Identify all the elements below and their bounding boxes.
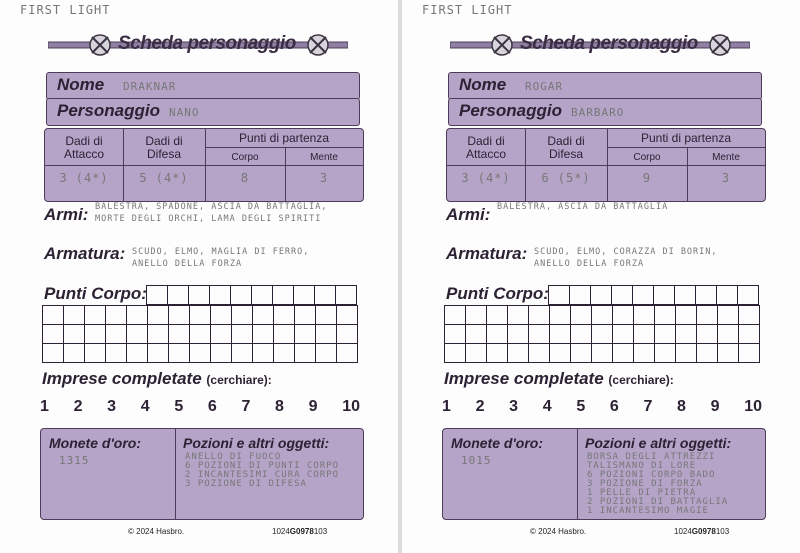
potions-list: [587, 453, 728, 516]
quest-number[interactable]: 4: [542, 398, 552, 415]
body-points-start-value: 8: [240, 171, 250, 185]
sheet-title: Scheda personaggio: [520, 33, 698, 54]
crossed-axes-icon-left: [78, 30, 122, 60]
potion-item: 3 POZIONE DI DIFESA: [185, 479, 307, 489]
handwritten-header: FIRST LIGHT: [422, 3, 513, 17]
defense-dice-label-1: Dadi di: [145, 134, 183, 148]
potion-item: 1 INCANTESIMO MAGIE: [587, 506, 709, 516]
character-scroll: [448, 98, 762, 126]
potions-label: Pozioni e altri oggetti:: [183, 435, 330, 451]
body-points-start-value: 9: [642, 171, 652, 185]
character-label: Personaggio: [459, 101, 562, 120]
body-label: Corpo: [231, 152, 259, 163]
inventory-box: [442, 428, 766, 520]
attack-dice-label-2: Attacco: [63, 147, 105, 161]
quests-heading: [42, 369, 272, 389]
weapons-value: BALESTRA, SPADONE, ASCIA DA BATTAGLIA, MORTE DEGLI ORCHI, LAMA DEGLI SPIRITI: [95, 202, 328, 224]
quest-number[interactable]: 3: [107, 398, 117, 415]
attack-dice-value: 3 (4*): [59, 171, 109, 185]
attack-dice-label-2: Attacco: [465, 147, 507, 161]
character-sheet: [0, 0, 398, 553]
handwritten-header: FIRST LIGHT: [20, 3, 111, 17]
quests-label: Imprese completate: [42, 369, 202, 388]
potions-list: [185, 453, 339, 489]
attack-dice-value: 3 (4*): [461, 171, 511, 185]
quest-number[interactable]: 7: [241, 398, 251, 415]
character-sheet: [402, 0, 800, 553]
stats-table: [446, 128, 766, 202]
character-value: BARBARO: [571, 106, 625, 119]
copyright-text: © 2024 Hasbro.: [128, 527, 185, 536]
quest-number[interactable]: 2: [475, 398, 485, 415]
quest-number[interactable]: 7: [643, 398, 653, 415]
name-value: ROGAR: [525, 80, 564, 93]
mind-label: Mente: [310, 152, 338, 163]
gold-value: 1315: [59, 454, 90, 467]
gold-value: 1015: [461, 454, 492, 467]
mind-label: Mente: [712, 152, 740, 163]
potion-item: 2 POZIONI DI BATTAGLIA: [587, 497, 729, 507]
potion-item: 6 POZIONI CORPO BADO: [587, 470, 716, 480]
defense-dice-label-2: Difesa: [146, 147, 181, 161]
sheet-title: Scheda personaggio: [118, 33, 296, 54]
quest-number[interactable]: 8: [677, 398, 686, 415]
quest-number[interactable]: 9: [710, 398, 720, 415]
copyright-text: © 2024 Hasbro.: [530, 527, 587, 536]
quest-number[interactable]: 4: [140, 398, 150, 415]
potion-item: BORSA DEGLI ATTREZZI: [587, 452, 716, 462]
quest-numbers: [442, 398, 762, 416]
crossed-axes-icon-left: [480, 30, 524, 60]
quest-number[interactable]: 5: [174, 398, 184, 415]
starting-points-label: Punti di partenza: [238, 131, 330, 145]
body-points-grid[interactable]: [42, 305, 358, 363]
name-value: DRAKNAR: [123, 80, 177, 93]
name-label: Nome: [459, 75, 507, 94]
potions-label: Pozioni e altri oggetti:: [585, 435, 732, 451]
body-points-grid-top[interactable]: [146, 285, 357, 305]
armor-label: Armatura:: [446, 244, 528, 263]
character-scroll: [46, 98, 360, 126]
body-label: Corpo: [633, 152, 661, 163]
armor-value: SCUDO, ELMO, MAGLIA DI FERRO, ANELLO DELLA FORZA: [132, 247, 310, 269]
body-points-grid-top[interactable]: [548, 285, 759, 305]
gold-label: Monete d'oro:: [451, 435, 543, 451]
potion-item: 2 INCANTESIMI CURA CORPO: [185, 470, 340, 480]
gold-label: Monete d'oro:: [49, 435, 141, 451]
quest-number[interactable]: 8: [275, 398, 284, 415]
name-scroll: [448, 72, 762, 100]
weapons-label: Armi:: [44, 205, 89, 224]
product-code: 1024G0978103: [674, 527, 730, 536]
defense-dice-label-1: Dadi di: [547, 134, 585, 148]
weapons-label: Armi:: [446, 205, 491, 224]
defense-dice-value: 5 (4*): [139, 171, 189, 185]
body-points-label: Punti Corpo:: [446, 284, 549, 303]
quest-number[interactable]: 10: [342, 398, 360, 415]
quest-number[interactable]: 1: [442, 398, 451, 415]
mind-points-start-value: 3: [319, 171, 329, 185]
armor-value: SCUDO, ELMO, CORAZZA DI BORIN, ANELLO DELLA FORZA: [534, 247, 718, 269]
stats-table: [44, 128, 364, 202]
quest-number[interactable]: 2: [73, 398, 83, 415]
quests-hint: (cerchiare):: [206, 373, 272, 387]
potion-item: 1 PELLE DI PIETRA: [587, 488, 697, 498]
attack-dice-label-1: Dadi di: [65, 134, 103, 148]
potion-item: 6 POZIONI DI PUNTI CORPO: [185, 461, 340, 471]
quest-number[interactable]: 3: [509, 398, 519, 415]
quests-hint: (cerchiare):: [608, 373, 674, 387]
crossed-axes-icon-right: [296, 30, 340, 60]
armor-label: Armatura:: [44, 244, 126, 263]
potion-item: 3 POZIONE DI FORZA: [587, 479, 703, 489]
quests-heading: [444, 369, 674, 389]
quest-number[interactable]: 9: [308, 398, 318, 415]
body-points-label: Punti Corpo:: [44, 284, 147, 303]
name-label: Nome: [57, 75, 105, 94]
mind-points-start-value: 3: [721, 171, 731, 185]
potion-item: TALISMANO DI LORE: [587, 461, 697, 471]
crossed-axes-icon-right: [698, 30, 742, 60]
defense-dice-label-2: Difesa: [548, 147, 583, 161]
quest-numbers: [40, 398, 360, 416]
defense-dice-value: 6 (5*): [541, 171, 591, 185]
quest-number[interactable]: 6: [609, 398, 619, 415]
character-label: Personaggio: [57, 101, 160, 120]
starting-points-label: Punti di partenza: [640, 131, 732, 145]
quests-label: Imprese completate: [444, 369, 604, 388]
attack-dice-label-1: Dadi di: [467, 134, 505, 148]
weapons-value: BALESTRA, ASCIA DA BATTAGLIA: [497, 202, 669, 212]
quest-number[interactable]: 5: [576, 398, 586, 415]
potion-item: ANELLO DI FUOCO: [185, 452, 282, 462]
body-points-grid[interactable]: [444, 305, 760, 363]
quest-number[interactable]: 1: [40, 398, 49, 415]
inventory-box: [40, 428, 364, 520]
quest-number[interactable]: 10: [744, 398, 762, 415]
product-code: 1024G0978103: [272, 527, 328, 536]
quest-number[interactable]: 6: [207, 398, 217, 415]
character-value: NANO: [169, 106, 200, 119]
name-scroll: [46, 72, 360, 100]
